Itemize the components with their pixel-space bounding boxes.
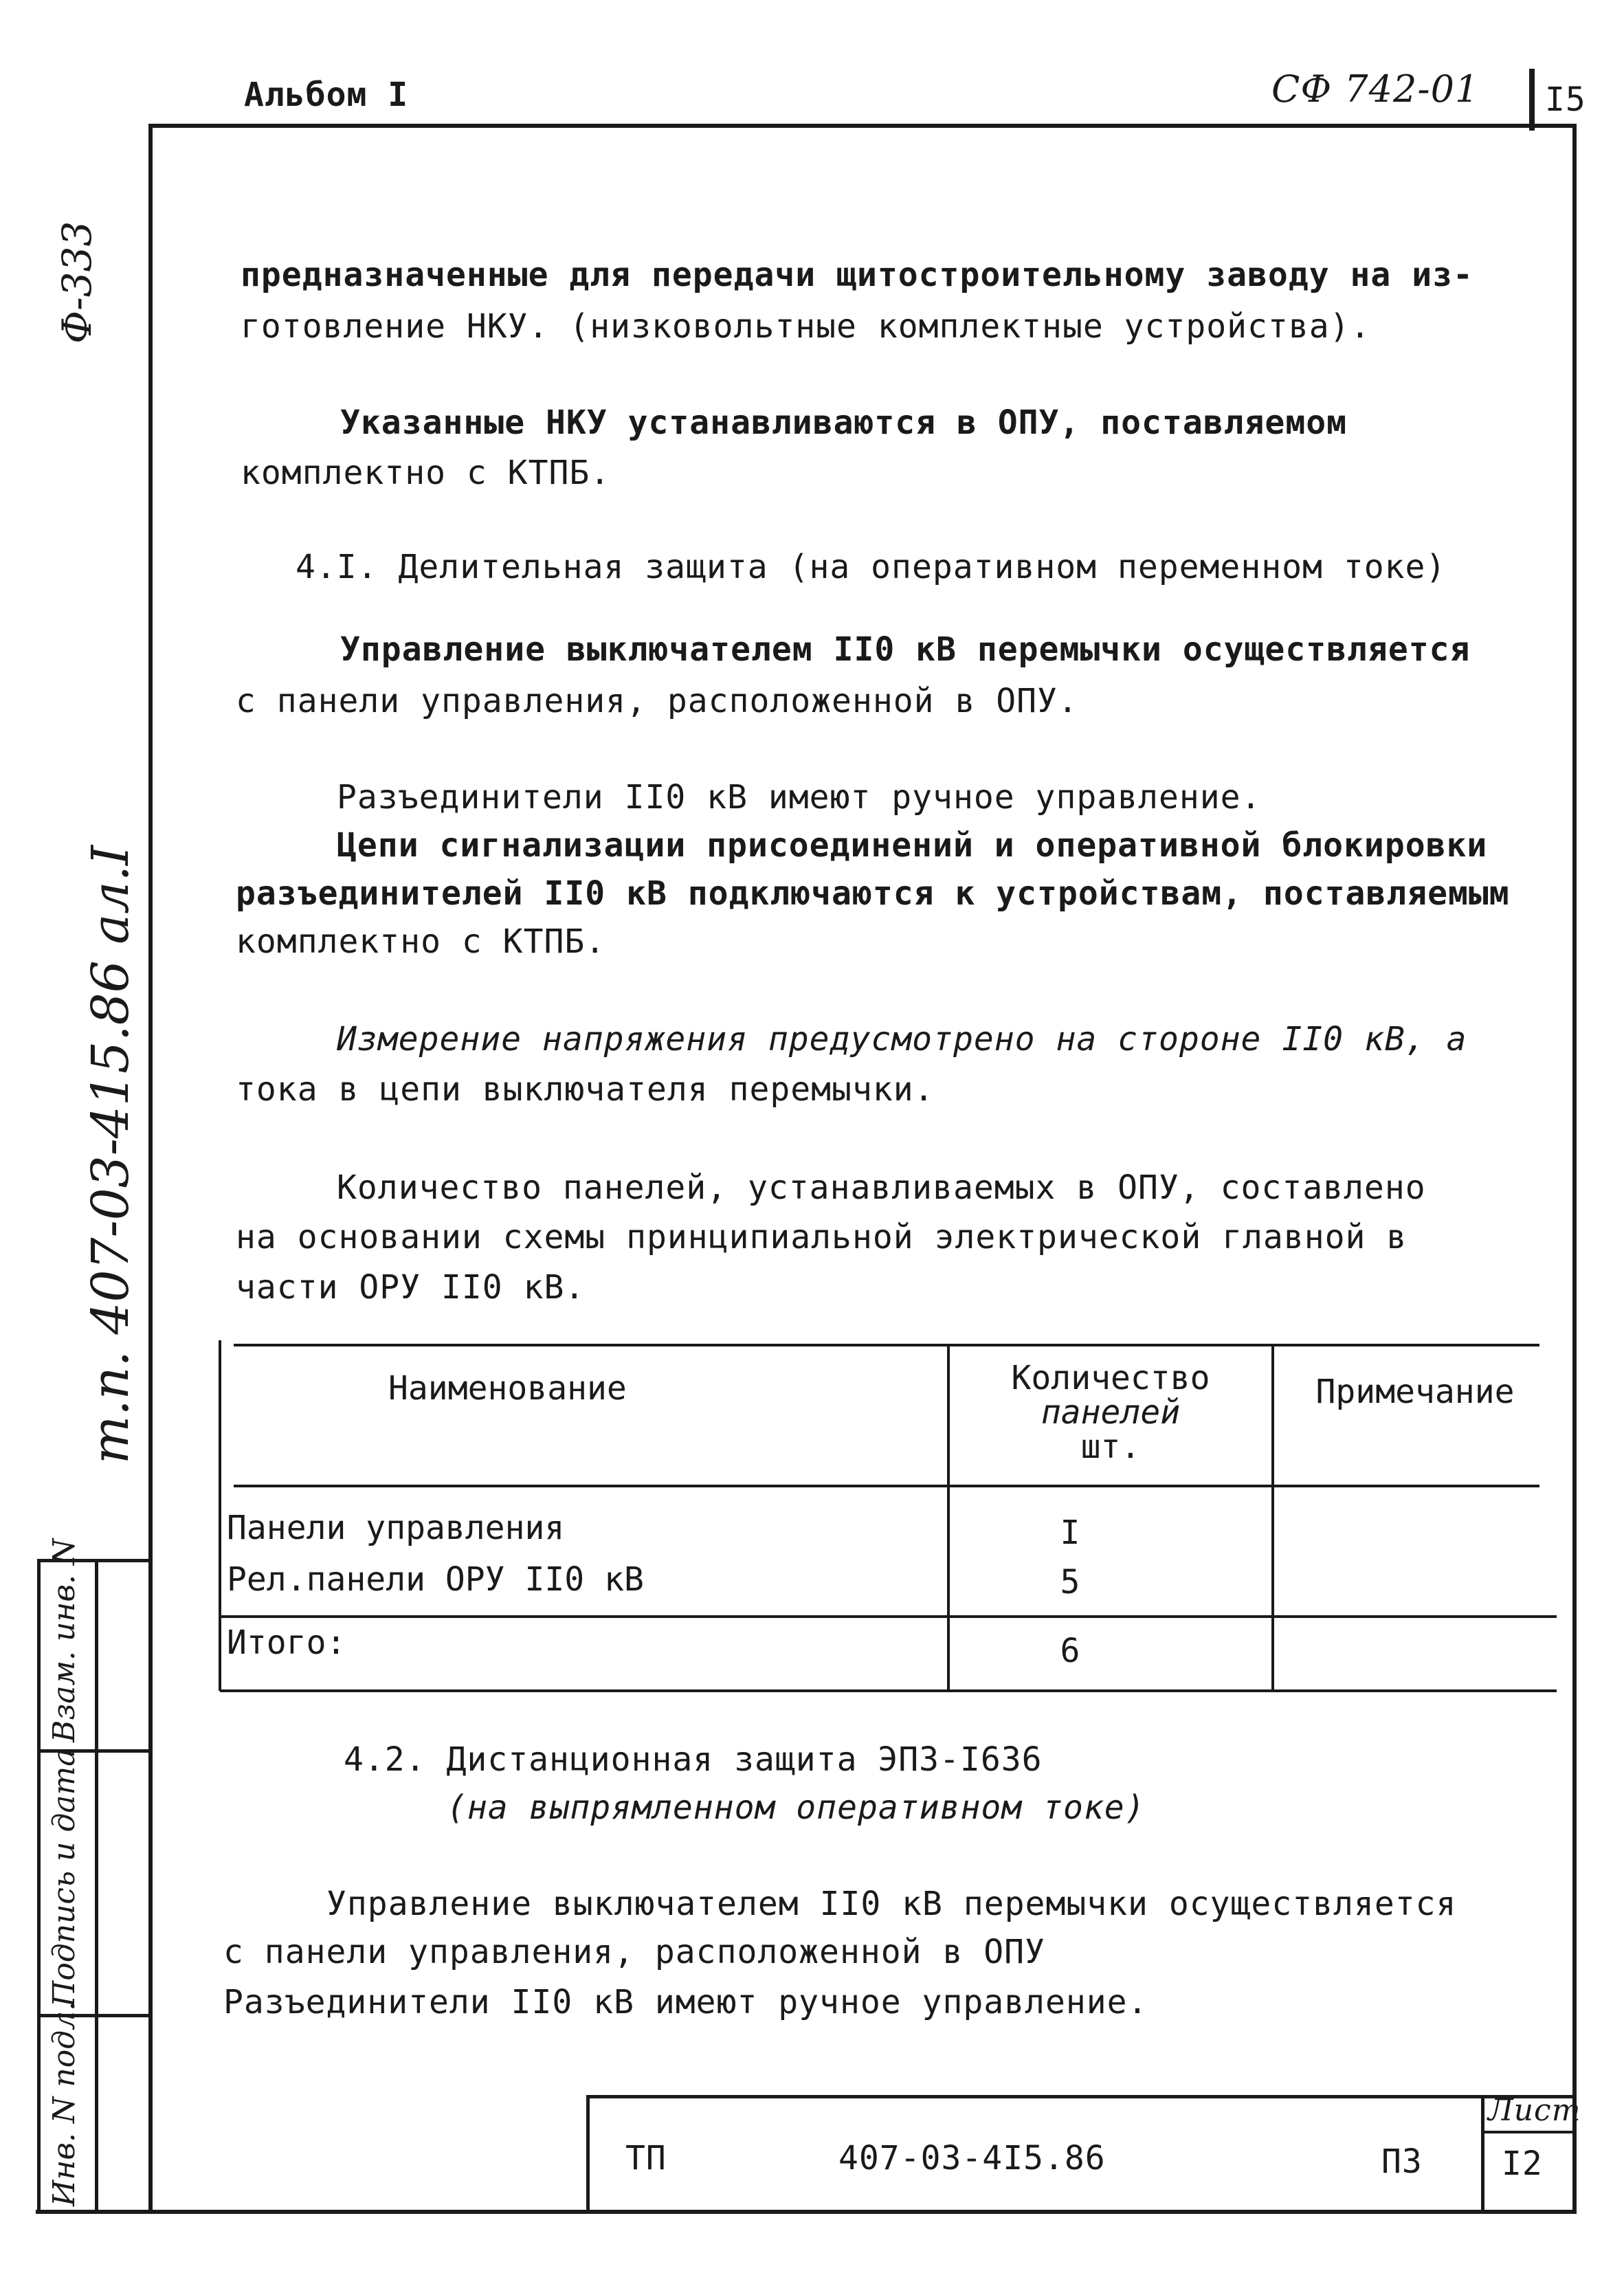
title-block-left <box>586 2095 590 2212</box>
stamp-label-inv-podl: Инв. N подл. <box>47 2001 82 2206</box>
frame-right <box>1572 124 1577 2213</box>
page-number: I5 <box>1545 80 1586 119</box>
paragraph-7-line-2: с панели управления, расположенной в ОПУ <box>223 1933 1045 1971</box>
table-header-qty-3: шт. <box>1080 1428 1141 1466</box>
table-row-1-name: Панели управления <box>227 1509 565 1547</box>
paragraph-7-line-1: Управление выключателем II0 кВ перемычки осуществляется <box>326 1885 1457 1923</box>
title-block-section: ПЗ <box>1381 2142 1423 2181</box>
paragraph-2-line-2: комплектно с КТПБ. <box>241 454 611 492</box>
table-top <box>234 1344 1539 1346</box>
paragraph-3-line-1: Управление выключателем II0 кВ перемычки осуществляется <box>340 630 1471 669</box>
title-block-sheet-divider <box>1481 2095 1484 2212</box>
paragraph-4-line-1: Разъединители II0 кВ имеют ручное управление. <box>337 778 1262 817</box>
paragraph-6-line-2: на основании схемы принципиальной электрической главной в <box>236 1218 1408 1256</box>
stamp-left-border <box>37 1560 41 2213</box>
table-row-2-name: Рел.панели ОРУ II0 кВ <box>227 1560 644 1599</box>
table-total-top <box>220 1615 1557 1618</box>
album-label: Альбом I <box>244 76 409 114</box>
title-block-sheet-label-line <box>1483 2131 1574 2133</box>
table-row-1-qty: I <box>1060 1514 1080 1552</box>
document-code: СФ 742-01 <box>1271 67 1480 111</box>
table-left <box>219 1340 221 1691</box>
frame-bottom <box>36 2210 1577 2214</box>
table-header-note: Примечание <box>1315 1373 1515 1411</box>
title-block-number: 407-03-4I5.86 <box>838 2139 1106 2177</box>
paragraph-6-line-3: части ОРУ II0 кВ. <box>236 1268 586 1307</box>
section-4-2-heading-line-2: (на выпрямленном оперативном токе) <box>447 1788 1146 1827</box>
stamp-label-vzam: Взам. инв. N <box>47 1538 82 1742</box>
title-block-sheet-number: I2 <box>1502 2144 1543 2183</box>
paragraph-4-line-2: Цепи сигнализации присоединений и оперативной блокировки <box>337 826 1488 865</box>
paragraph-2-line-1: Указанные НКУ устанавливаются в ОПУ, поставляемом <box>340 403 1348 442</box>
page-number-divider <box>1529 69 1535 131</box>
table-total-name: Итого: <box>227 1623 346 1662</box>
paragraph-7-line-3: Разъединители II0 кВ имеют ручное управление. <box>223 1983 1148 2021</box>
stamp-col-divider <box>95 1560 98 2213</box>
paragraph-4-line-4: комплектно с КТПБ. <box>236 922 606 961</box>
table-row-2-qty: 5 <box>1060 1563 1080 1601</box>
paragraph-5-line-2: тока в цепи выключателя перемычки. <box>236 1070 935 1109</box>
f-code-vertical: Ф-333 <box>54 221 100 344</box>
frame-left <box>148 124 153 2213</box>
section-4-2-heading-line-1: 4.2. Дистанционная защита ЭПЗ-I636 <box>344 1740 1043 1779</box>
stamp-label-signature: Подпись и дата <box>47 1748 82 2007</box>
paragraph-1-line-2: готовление НКУ. (низковольтные комплектные устройства). <box>241 307 1371 346</box>
table-header-name: Наименование <box>388 1369 627 1408</box>
table-total-qty: 6 <box>1060 1632 1080 1670</box>
title-block-sheet-label: Лист <box>1488 2093 1581 2128</box>
table-header-qty-1: Количество <box>1011 1359 1210 1397</box>
table-header-qty-2: панелей <box>1041 1393 1181 1432</box>
paragraph-3-line-2: с панели управления, расположенной в ОПУ. <box>236 682 1078 720</box>
title-block-top <box>588 2095 1574 2098</box>
paragraph-6-line-1: Количество панелей, устанавливаемых в ОПУ, составлено <box>337 1168 1426 1207</box>
table-header-bottom <box>234 1485 1539 1487</box>
tp-vertical-label: т.п. 407-03-415.86 ал.I <box>81 845 140 1464</box>
section-4-1-heading: 4.I. Делительная защита (на оперативном переменном токе) <box>296 548 1447 586</box>
paragraph-4-line-3: разъединителей II0 кВ подключаются к устройствам, поставляемым <box>236 874 1510 913</box>
paragraph-1-line-1: предназначенные для передачи щитостроительному заводу на из- <box>241 256 1473 294</box>
table-bottom <box>220 1689 1557 1692</box>
title-block-tp: ТП <box>625 2139 667 2177</box>
paragraph-5-line-1: Измерение напряжения предусмотрено на стороне II0 кВ, а <box>337 1020 1467 1058</box>
frame-top <box>150 124 1576 128</box>
